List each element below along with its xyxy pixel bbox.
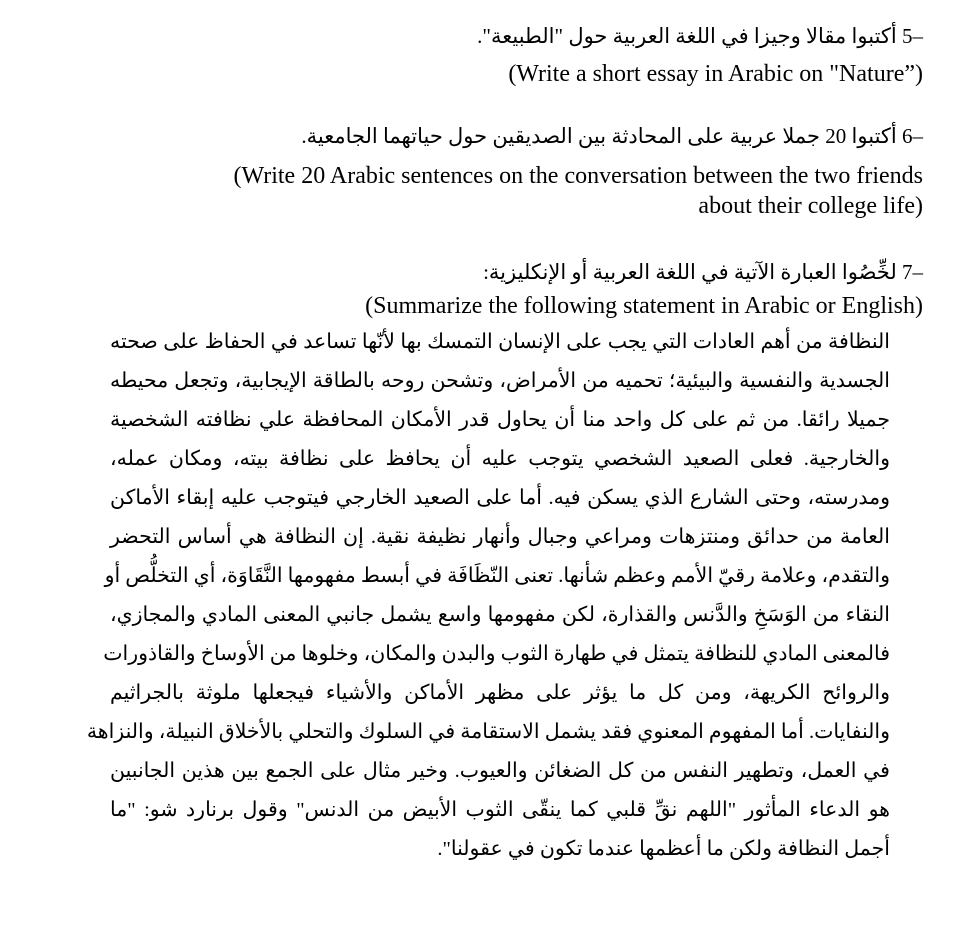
question-5-english: (Write a short essay in Arabic on "Nature”) [508,61,923,87]
question-6-arabic-text: أكتبوا 20 جملا عربية على المحادثة بين الصديقين حول حياتهما الجامعية. [301,124,897,148]
passage-line: ومدرسته، وحتى الشارع الذي يسكن فيه. أما على الصعيد الخارجي فيتوجب عليه إبقاء الأماكن [110,487,890,509]
passage-line: والتقدم، وعلامة رقيّ الأمم وعظم شأنها. تعنى النّظَافَة في أبسط مفهومها النَّقَاوَة، أي التخلُّص أو [104,565,890,587]
passage-line: والخارجية. فعلى الصعيد الشخصي يتوجب عليه أن يحافظ على نظافة بيته، ومكان عمله، [110,448,890,470]
passage-line: في العمل، وتطهير النفس من كل الضغائن والعيوب. وخير مثال على الجمع بين هذين الجانبين [110,760,890,782]
question-6-english-line-1: (Write 20 Arabic sentences on the conversation between the two friends [233,163,923,189]
question-7-arabic-text: لخِّصُوا العبارة الآتية في اللغة العربية أو الإنكليزية: [483,260,897,284]
question-6-number: 6– [902,124,923,148]
passage-line: النظافة من أهم العادات التي يجب على الإنسان التمسك بها لأنّها تساعد في الحفاظ على صحته [110,331,890,353]
question-7-english: (Summarize the following statement in Arabic or English) [365,293,923,319]
question-6-arabic [301,122,923,150]
question-5-arabic-text: أكتبوا مقالا وجيزا في اللغة العربية حول "الطبيعة". [477,24,897,48]
passage [86,324,890,870]
passage-line: والنفايات. أما المفهوم المعنوي فقد يشمل الاستقامة في السلوك والتحلي بالأخلاق النبيلة، والنزاهة [86,721,890,743]
passage-line: العامة من حدائق ومنتزهات ومراعي وجبال وأنهار نظيفة نقية. إن النظافة هي أساس التحضر [110,526,890,548]
passage-line: أجمل النظافة ولكن ما أعظمها عندما تكون في عقولنا". [437,838,890,860]
passage-line: جميلا رائقا. من ثم على كل واحد منا أن يحاول قدر الأمكان المحافظة علي نظافته الشخصية [110,409,890,431]
question-7-number: 7– [902,260,923,284]
question-5-number: 5– [902,24,923,48]
passage-line: النقاء من الوَسَخِ والدَّنس والقذارة، لكن مفهومها واسع يشمل جانبي المعنى المادي والمجازي، [110,604,890,626]
question-5-arabic [477,22,923,50]
passage-line: فالمعنى المادي للنظافة يتمثل في طهارة الثوب والبدن والمكان، وخلوها من الأوساخ والقاذورات [103,643,890,665]
passage-line: هو الدعاء المأثور "اللهم نقِّ قلبي كما ينقّى الثوب الأبيض من الدنس" وقول برنارد شو: "ما [110,799,890,821]
passage-line: والروائح الكريهة، ومن كل ما يؤثر على مظهر الأماكن والأشياء فيجعلها ملوثة بالجراثيم [110,682,890,704]
question-6-english-line-2: about their college life) [698,193,923,219]
passage-line: الجسدية والنفسية والبيئية؛ تحميه من الأمراض، وتشحن روحه بالطاقة الإيجابية، وتجعل محيطه [110,370,890,392]
question-7-arabic [483,258,923,286]
